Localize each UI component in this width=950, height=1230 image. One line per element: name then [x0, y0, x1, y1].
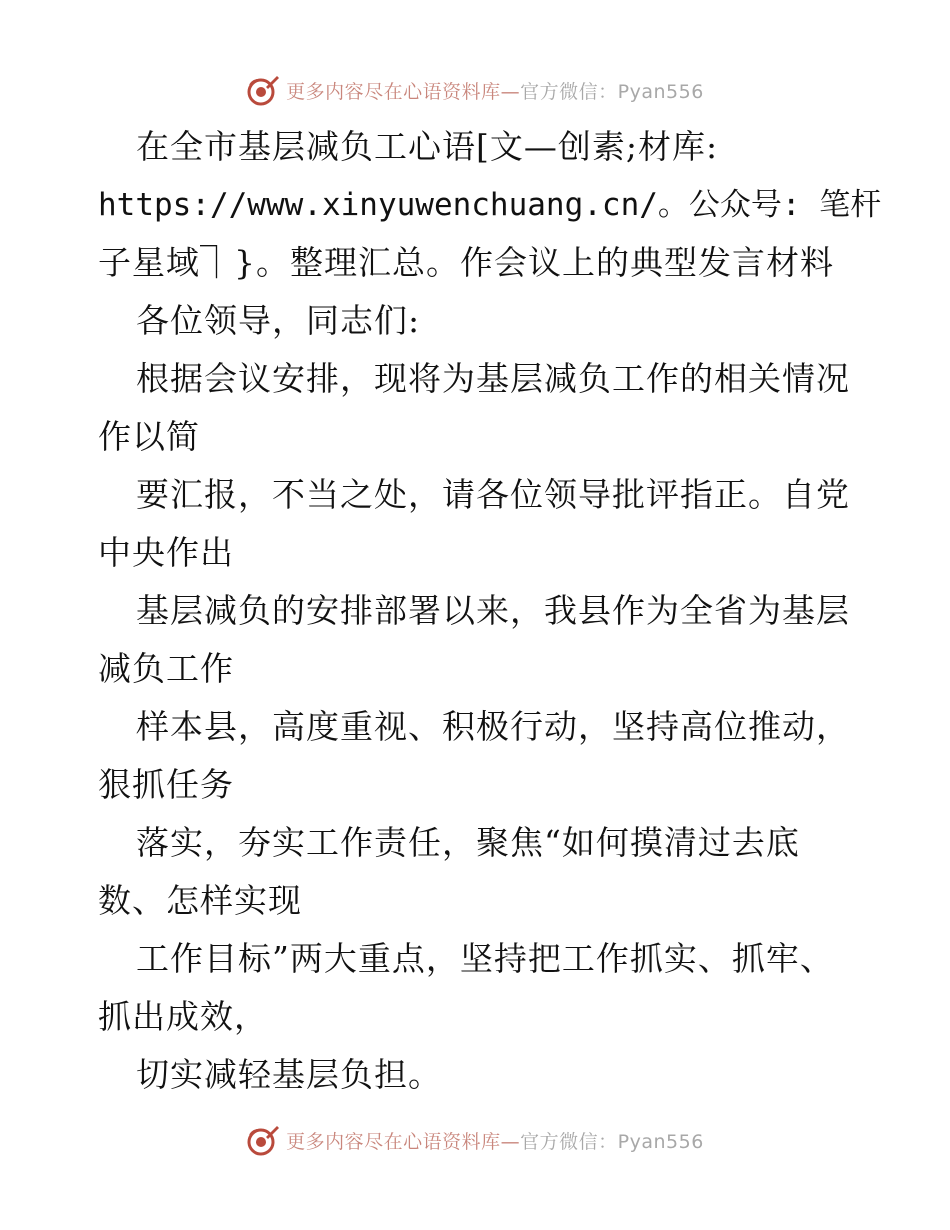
text-line: https://www.xinyuwenchuang.cn/。公众号: 笔杆	[98, 187, 882, 223]
document-body	[98, 118, 882, 1104]
watermark-wechat-text: 官方微信：Pyan556	[520, 80, 704, 103]
text-line: 在全市基层减负工心语[文—创素;材库:	[136, 127, 719, 166]
text-line: 切实减轻基层负担。	[136, 1055, 442, 1094]
watermark-wechat-text: 官方微信：Pyan556	[520, 1130, 704, 1153]
text-line: 抓出成效，	[98, 997, 268, 1036]
watermark-main-text: 更多内容尽在心语资料库	[286, 80, 501, 103]
text-line: 作以简	[98, 417, 200, 456]
text-line: 减负工作	[98, 649, 234, 688]
watermark-main-text: 更多内容尽在心语资料库	[286, 1130, 501, 1153]
text-line: 要汇报，不当之处，请各位领导批评指正。自党	[136, 475, 850, 514]
text-line: 基层减负的安排部署以来，我县作为全省为基层	[136, 591, 850, 630]
text-line: 各位领导，同志们:	[136, 301, 421, 340]
text-line: 样本县，高度重视、积极行动，坚持高位推动，	[136, 707, 850, 746]
text-line: 落实，夯实工作责任，聚焦“如何摸清过去底	[136, 823, 800, 862]
watermark-dash: —	[500, 80, 521, 103]
watermark-text	[286, 1127, 704, 1154]
text-line: 狠抓任务	[98, 765, 234, 804]
text-line: 工作目标”两大重点，坚持把工作抓实、抓牢、	[136, 939, 834, 978]
footer-watermark-banner	[0, 1120, 950, 1160]
header-watermark-banner	[0, 70, 950, 110]
text-line: 中央作出	[98, 533, 234, 572]
text-line: 子星域⏋}。整理汇总。作会议上的典型发言材料	[98, 243, 834, 282]
watermark-text	[286, 77, 704, 104]
pen-logo-icon	[246, 1123, 280, 1157]
text-line: 根据会议安排，现将为基层减负工作的相关情况	[136, 359, 850, 398]
text-line: 数、怎样实现	[98, 881, 302, 920]
watermark-dash: —	[500, 1130, 521, 1153]
pen-logo-icon	[246, 73, 280, 107]
